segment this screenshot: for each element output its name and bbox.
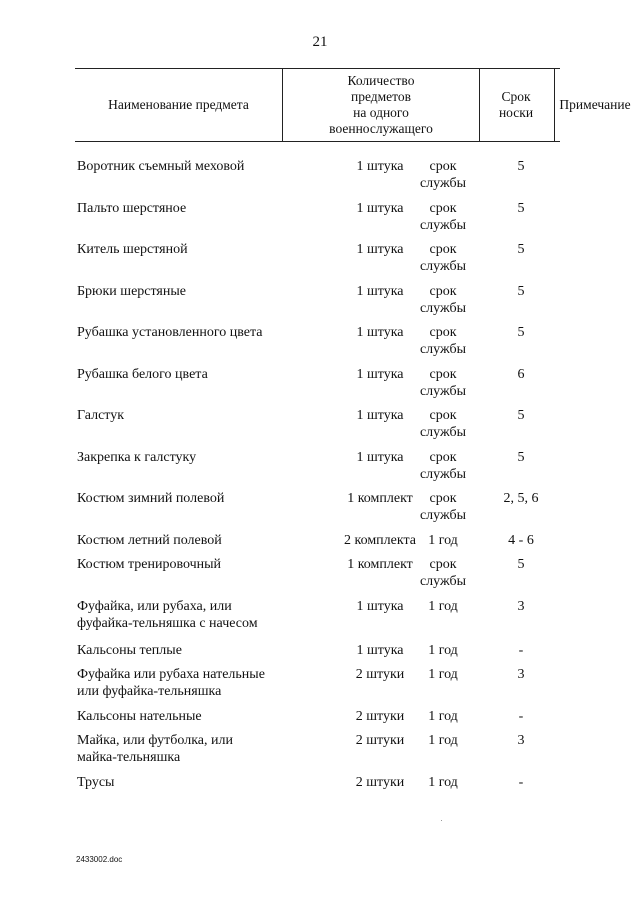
item-term: 1 год [428, 643, 458, 658]
item-term: срок службы [419, 284, 467, 316]
item-term: срок службы [419, 491, 467, 523]
item-quantity: 1 штука [356, 599, 404, 614]
item-note: - [518, 775, 524, 790]
item-name: Брюки шерстяные [77, 284, 186, 299]
item-note: 3 [517, 733, 525, 748]
header-quantity: Количество предметов на одного военнослужащего [282, 69, 480, 141]
item-quantity: 1 штука [356, 284, 404, 299]
item-note: 5 [517, 325, 525, 340]
header-term: Срок носки [478, 69, 555, 141]
item-term: срок службы [419, 325, 467, 357]
item-quantity: 2 штуки [355, 667, 405, 682]
item-note: 5 [517, 242, 525, 257]
item-note: 5 [517, 201, 525, 216]
items-table [75, 68, 631, 790]
item-term: 1 год [428, 533, 458, 548]
item-name: Галстук [77, 408, 125, 423]
table-header [75, 68, 631, 142]
item-name: Китель шерстяной [77, 242, 188, 257]
item-name: Костюм тренировочный [77, 557, 222, 572]
item-name: Кальсоны нательные [77, 709, 202, 724]
item-name: Пальто шерстяное [77, 201, 187, 216]
item-quantity: 1 штука [356, 450, 404, 465]
item-name: Рубашка белого цвета [77, 367, 208, 382]
item-name: Майка, или футболка, или майка-тельняшка [77, 733, 233, 765]
item-note: 5 [517, 557, 525, 572]
item-term: срок службы [419, 367, 467, 399]
item-note: 5 [517, 284, 525, 299]
item-note: 3 [517, 599, 525, 614]
item-note: - [518, 709, 524, 724]
item-quantity: 2 комплекта [344, 533, 416, 548]
item-note: 2, 5, 6 [503, 491, 539, 506]
item-quantity: 1 штука [356, 643, 404, 658]
item-note: 6 [517, 367, 525, 382]
header-name: Наименование предмета [108, 97, 249, 112]
item-term: 1 год [428, 733, 458, 748]
item-name: Фуфайка или рубаха нательные или фуфайка-тельняшка [77, 667, 265, 699]
item-term: срок службы [419, 201, 467, 233]
dot-mark [441, 820, 442, 821]
item-quantity: 2 штуки [355, 733, 405, 748]
item-name: Фуфайка, или рубаха, или фуфайка-тельняшка с начесом [77, 599, 258, 631]
item-term: 1 год [428, 667, 458, 682]
item-term: срок службы [419, 408, 467, 440]
item-note: 5 [517, 159, 525, 174]
item-name: Кальсоны теплые [77, 643, 182, 658]
page-number: 21 [312, 34, 328, 50]
item-term: срок службы [419, 557, 467, 589]
item-quantity: 1 штука [356, 408, 404, 423]
item-name: Костюм летний полевой [77, 533, 222, 548]
item-term: срок службы [419, 450, 467, 482]
item-quantity: 1 штука [356, 201, 404, 216]
item-quantity: 2 штуки [355, 775, 405, 790]
item-name: Воротник съемный меховой [77, 159, 245, 174]
item-name: Закрепка к галстуку [77, 450, 197, 465]
header-note: Примечание [559, 97, 631, 112]
item-term: 1 год [428, 599, 458, 614]
item-quantity: 1 штука [356, 159, 404, 174]
item-note: 3 [517, 667, 525, 682]
file-name: 2433002.doc [76, 855, 123, 864]
item-quantity: 1 комплект [347, 557, 413, 572]
item-quantity: 1 комплект [347, 491, 413, 506]
item-term: 1 год [428, 775, 458, 790]
item-term: срок службы [419, 159, 467, 191]
item-note: - [518, 643, 524, 658]
item-name: Трусы [77, 775, 115, 790]
item-quantity: 1 штука [356, 367, 404, 382]
item-quantity: 2 штуки [355, 709, 405, 724]
item-name: Костюм зимний полевой [77, 491, 225, 506]
item-note: 5 [517, 450, 525, 465]
item-quantity: 1 штука [356, 325, 404, 340]
item-quantity: 1 штука [356, 242, 404, 257]
item-term: 1 год [428, 709, 458, 724]
item-term: срок службы [419, 242, 467, 274]
item-note: 4 - 6 [508, 533, 534, 548]
item-note: 5 [517, 408, 525, 423]
item-name: Рубашка установленного цвета [77, 325, 263, 340]
